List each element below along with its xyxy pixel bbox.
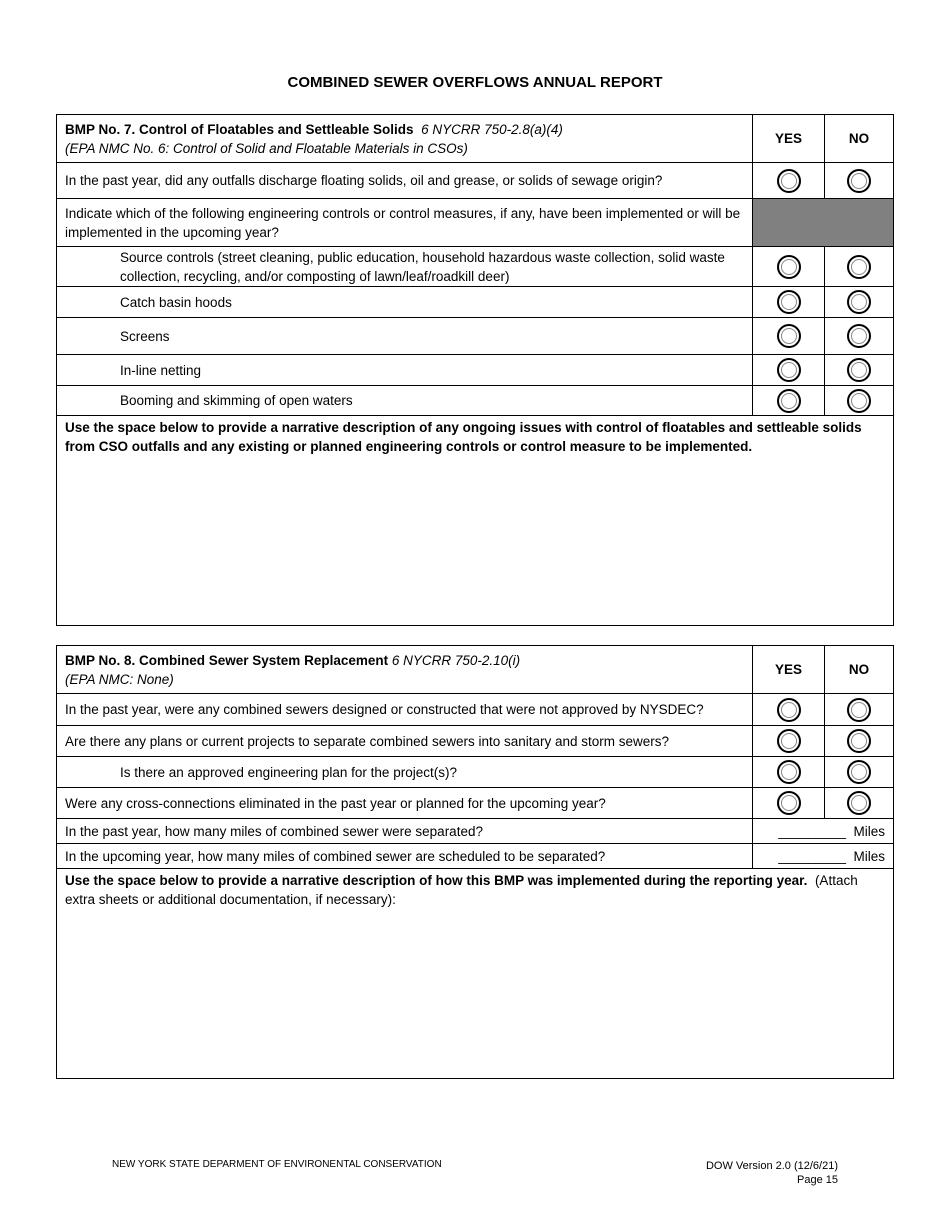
bmp7-narrative-area[interactable] [57, 416, 894, 626]
shaded-cell [825, 199, 894, 247]
footer-version-block [700, 1159, 838, 1187]
bmp8-q3-no-radio[interactable] [847, 760, 871, 784]
bmp8-q1-yes-radio[interactable] [777, 698, 801, 722]
miles-blank: _________ [778, 823, 846, 839]
bmp8-q3-text: Is there an approved engineering plan for the project(s)? [57, 757, 753, 788]
bmp8-q6-text: In the upcoming year, how many miles of combined sewer are scheduled to be separated? [57, 844, 753, 869]
bmp7-heading [57, 115, 753, 163]
bmp8-narrative-row [57, 869, 894, 1079]
miles-unit: Miles [853, 848, 885, 864]
bmp7-heading-title: BMP No. 7. Control of Floatables and Settleable Solids [65, 121, 414, 137]
bmp7-sub3-no-radio[interactable] [847, 324, 871, 348]
bmp7-q1-text: In the past year, did any outfalls discharge floating solids, oil and grease, or solids of sewage origin? [57, 163, 753, 199]
bmp7-sub1-row [57, 247, 894, 287]
bmp7-sub5-no-radio[interactable] [847, 389, 871, 413]
bmp8-heading-title: BMP No. 8. Combined Sewer System Replacement [65, 652, 389, 668]
bmp7-sub3-text: Screens [57, 318, 753, 355]
bmp7-sub2-yes-radio[interactable] [777, 290, 801, 314]
bmp8-q3-yes-radio[interactable] [777, 760, 801, 784]
bmp8-q2-yes-radio[interactable] [777, 729, 801, 753]
bmp7-q1-no-radio[interactable] [847, 169, 871, 193]
bmp7-sub4-row [57, 355, 894, 386]
bmp7-sub5-yes-radio[interactable] [777, 389, 801, 413]
bmp7-sub4-text: In-line netting [57, 355, 753, 386]
bmp8-header-row [57, 646, 894, 694]
bmp8-q6-row [57, 844, 894, 869]
bmp7-sub2-no-radio[interactable] [847, 290, 871, 314]
miles-unit: Miles [853, 823, 885, 839]
bmp8-narrative-instructions: Use the space below to provide a narrative description of how this BMP was implemented during the reporting year. [65, 873, 808, 888]
bmp7-sub3-yes-radio[interactable] [777, 324, 801, 348]
bmp7-narrative-row [57, 416, 894, 626]
bmp8-q2-no-radio[interactable] [847, 729, 871, 753]
bmp7-sub1-text: Source controls (street cleaning, public education, household hazardous waste collection, solid waste collection, recycling, and/or composting of lawn/leaf/roadkill deer) [57, 247, 753, 287]
bmp7-q1-yes-radio[interactable] [777, 169, 801, 193]
bmp7-table [56, 114, 894, 626]
bmp8-q1-text: In the past year, were any combined sewers designed or constructed that were not approved by NYSDEC? [57, 694, 753, 726]
bmp8-q6-miles-field[interactable] [753, 844, 894, 869]
bmp8-q1-no-radio[interactable] [847, 698, 871, 722]
footer-page-number: Page 15 [797, 1174, 838, 1186]
bmp7-q2-text: Indicate which of the following engineering controls or control measures, if any, have been implemented or will be implemented in the upcoming year? [57, 199, 753, 247]
yes-column-header: YES [753, 646, 825, 694]
yes-column-header: YES [753, 115, 825, 163]
bmp8-q4-no-radio[interactable] [847, 791, 871, 815]
bmp7-q1-row [57, 163, 894, 199]
bmp7-narrative-instructions: Use the space below to provide a narrative description of any ongoing issues with control of floatables and settleable solids from CSO outfalls and any existing or planned engineering controls or control measure to be implemented. [65, 420, 862, 454]
bmp7-q2-row [57, 199, 894, 247]
bmp8-q3-row [57, 757, 894, 788]
bmp7-sub2-text: Catch basin hoods [57, 287, 753, 318]
bmp8-q2-text: Are there any plans or current projects to separate combined sewers into sanitary and storm sewers? [57, 726, 753, 757]
bmp8-heading-epa: (EPA NMC: None) [65, 671, 174, 687]
bmp8-q1-row [57, 694, 894, 726]
bmp7-sub2-row [57, 287, 894, 318]
bmp8-q4-yes-radio[interactable] [777, 791, 801, 815]
bmp7-sub3-row [57, 318, 894, 355]
shaded-cell [753, 199, 825, 247]
bmp7-heading-epa: (EPA NMC No. 6: Control of Solid and Floatable Materials in CSOs) [65, 140, 468, 156]
bmp8-narrative-note: (Attach extra sheets or additional documentation, if necessary): [65, 873, 858, 907]
bmp7-sub4-yes-radio[interactable] [777, 358, 801, 382]
bmp8-q5-text: In the past year, how many miles of combined sewer were separated? [57, 819, 753, 844]
bmp8-table [56, 645, 894, 1079]
bmp8-heading [57, 646, 753, 694]
bmp7-sub4-no-radio[interactable] [847, 358, 871, 382]
bmp8-heading-cite: 6 NYCRR 750-2.10(i) [391, 652, 521, 668]
bmp8-q4-text: Were any cross-connections eliminated in the past year or planned for the upcoming year? [57, 788, 753, 819]
bmp7-sub5-row [57, 386, 894, 416]
page-title: COMBINED SEWER OVERFLOWS ANNUAL REPORT [287, 74, 663, 91]
bmp8-q5-miles-field[interactable] [753, 819, 894, 844]
bmp7-sub1-yes-radio[interactable] [777, 255, 801, 279]
bmp7-heading-cite: 6 NYCRR 750-2.8(a)(4) [421, 121, 563, 137]
miles-blank: _________ [778, 848, 846, 864]
bmp8-q5-row [57, 819, 894, 844]
bmp7-sub1-no-radio[interactable] [847, 255, 871, 279]
bmp8-q4-row [57, 788, 894, 819]
bmp7-sub5-text: Booming and skimming of open waters [57, 386, 753, 416]
bmp8-narrative-area[interactable] [57, 869, 894, 1079]
footer-agency: NEW YORK STATE DEPARMENT OF ENVIRONENTAL CONSERVATION [112, 1159, 442, 1170]
no-column-header: NO [825, 646, 894, 694]
footer-version: DOW Version 2.0 (12/6/21) [705, 1160, 838, 1172]
no-column-header: NO [825, 115, 894, 163]
bmp7-header-row [57, 115, 894, 163]
bmp8-q2-row [57, 726, 894, 757]
